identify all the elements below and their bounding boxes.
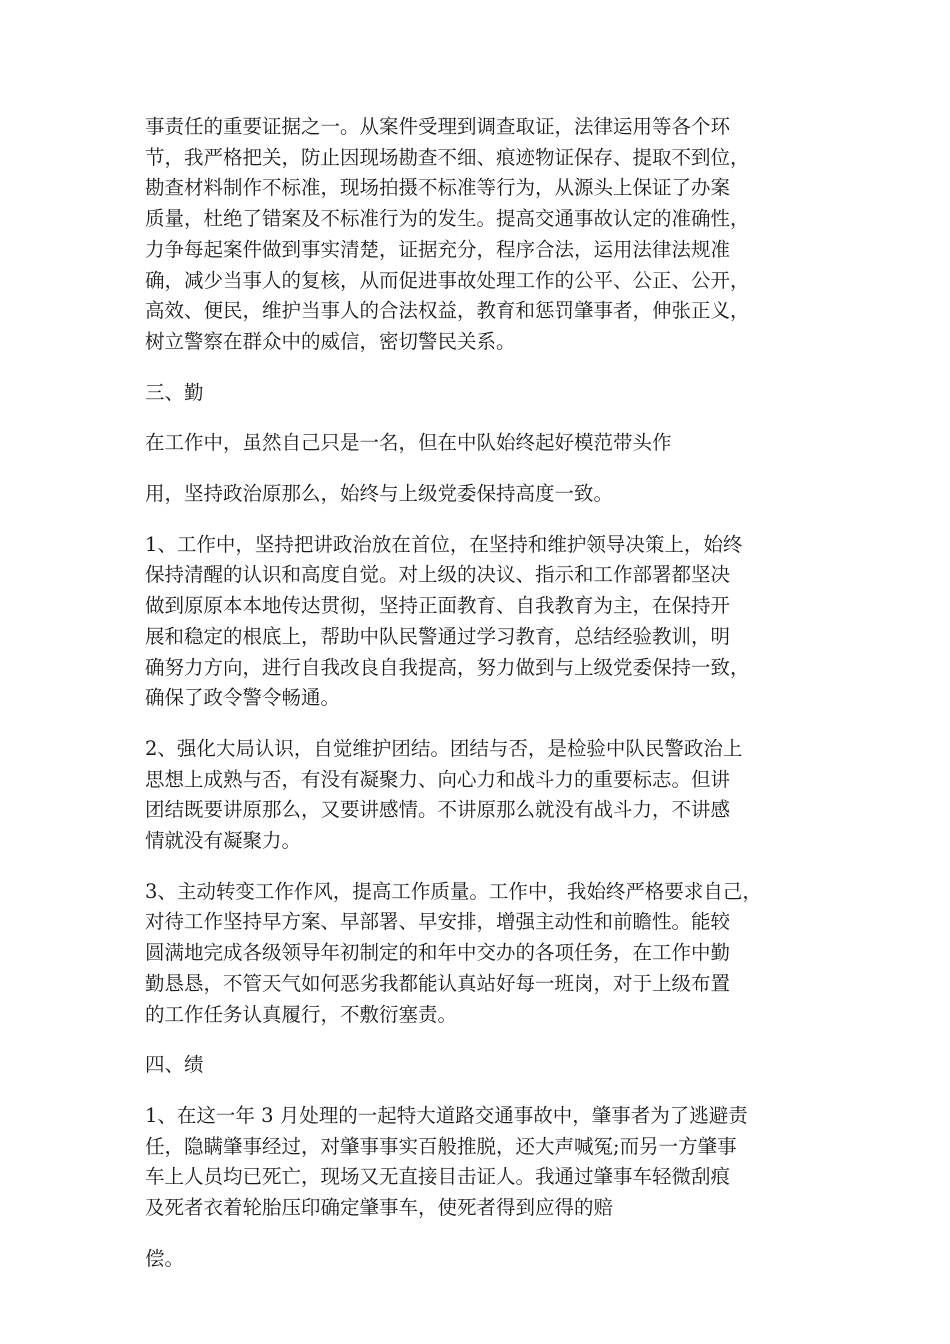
document-page	[145, 112, 810, 1275]
paragraph-achievement-1-accident: 1、在这一年 3 月处理的一起特大道路交通事故中，肇事者为了逃避责 任，隐瞒肇事经过，对肇事事实百般推脱，还大声喊冤;而另一方肇事 车上人员均已死亡，现场又无直接目击证人。我通过肇事车轻微刮痕 及死者衣着轮胎压印确定肇事车，使死者得到应得的赔	[145, 1103, 748, 1220]
paragraph-political-alignment: 用，坚持政治原那么，始终与上级党委保持高度一致。	[145, 482, 614, 506]
paragraph-role-model-intro: 在工作中，虽然自己只是一名，但在中队始终起好模范带头作	[145, 431, 672, 455]
paragraph-achievement-1-continued: 偿。	[145, 1246, 185, 1270]
section-heading-achievements: 四、绩	[145, 1053, 204, 1077]
section-heading-diligence: 三、勤	[145, 380, 204, 404]
paragraph-evidence-responsibility: 事责任的重要证据之一。从案件受理到调查取证，法律运用等各个环 节，我严格把关，防止因现场勘查不细、痕迹物证保存、提取不到位， 勘查材料制作不标准，现场拍摄不标准等行为，从源头上保证了办案 质量，杜绝了错案及不标准行为的发生。提高交通事故认定的准确性， 力争每起案件做到事实清楚，证据充分，程序合法，运用法律法规准 确，减少当事人的复核，从而促进事故处理工作的公平、公正、公开， 高效、便民，维护当事人的合法权益，教育和惩罚肇事者，伸张正义， 树立警察在群众中的威信，密切警民关系。	[145, 115, 750, 353]
paragraph-item-3-work-style: 3、主动转变工作作风，提高工作质量。工作中，我始终严格要求自己， 对待工作坚持早方案、早部署、早安排，增强主动性和前瞻性。能较 圆满地完成各级领导年初制定的和年中交办的各项任务，在工作中勤 勤恳恳，不管天气如何恶劣我都能认真站好每一班岗，对于上级布置 的工作任务认真履行，不敷衍塞责。	[145, 879, 762, 1026]
paragraph-item-2-unity: 2、强化大局认识，自觉维护团结。团结与否，是检验中队民警政治上 思想上成熟与否，有没有凝聚力、向心力和战斗力的重要标志。但讲 团结既要讲原那么，又要讲感情。不讲原那么就没有战斗力，不讲感 情就没有凝聚力。	[145, 736, 743, 853]
paragraph-item-1-politics: 1、工作中，坚持把讲政治放在首位，在坚持和维护领导决策上，始终 保持清醒的认识和高度自觉。对上级的决议、指示和工作部署都坚决 做到原原本本地传达贯彻，坚持正面教育、自我教育为主，在保持开 展和稳定的根底上，帮助中队民警通过学习教育，总结经验教训，明 确努力方向，进行自我改良自我提高，努力做到与上级党委保持一致， 确保了政令警令畅通。	[145, 532, 750, 710]
